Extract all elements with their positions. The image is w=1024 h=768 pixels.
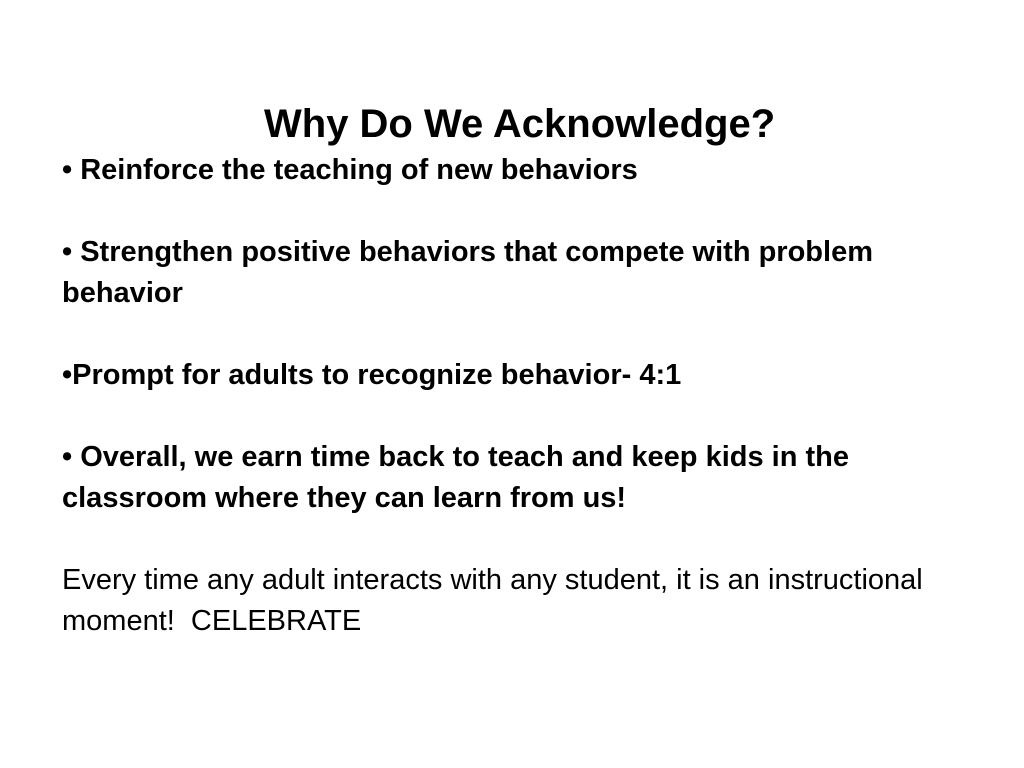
slide-body xyxy=(62,150,962,642)
bullet-overall: • Overall, we earn time back to teach and keep kids in the classroom where they can learn from us! xyxy=(62,441,849,514)
closing-statement: Every time any adult interacts with any student, it is an instructional moment! CELEBRATE xyxy=(62,564,931,637)
bullet-reinforce: • Reinforce the teaching of new behaviors xyxy=(62,154,638,186)
bullet-strengthen: • Strengthen positive behaviors that compete with problem behavior xyxy=(62,236,873,309)
slide-title: Why Do We Acknowledge? xyxy=(264,102,776,146)
bullet-prompt: •Prompt for adults to recognize behavior- 4:1 xyxy=(62,359,682,391)
